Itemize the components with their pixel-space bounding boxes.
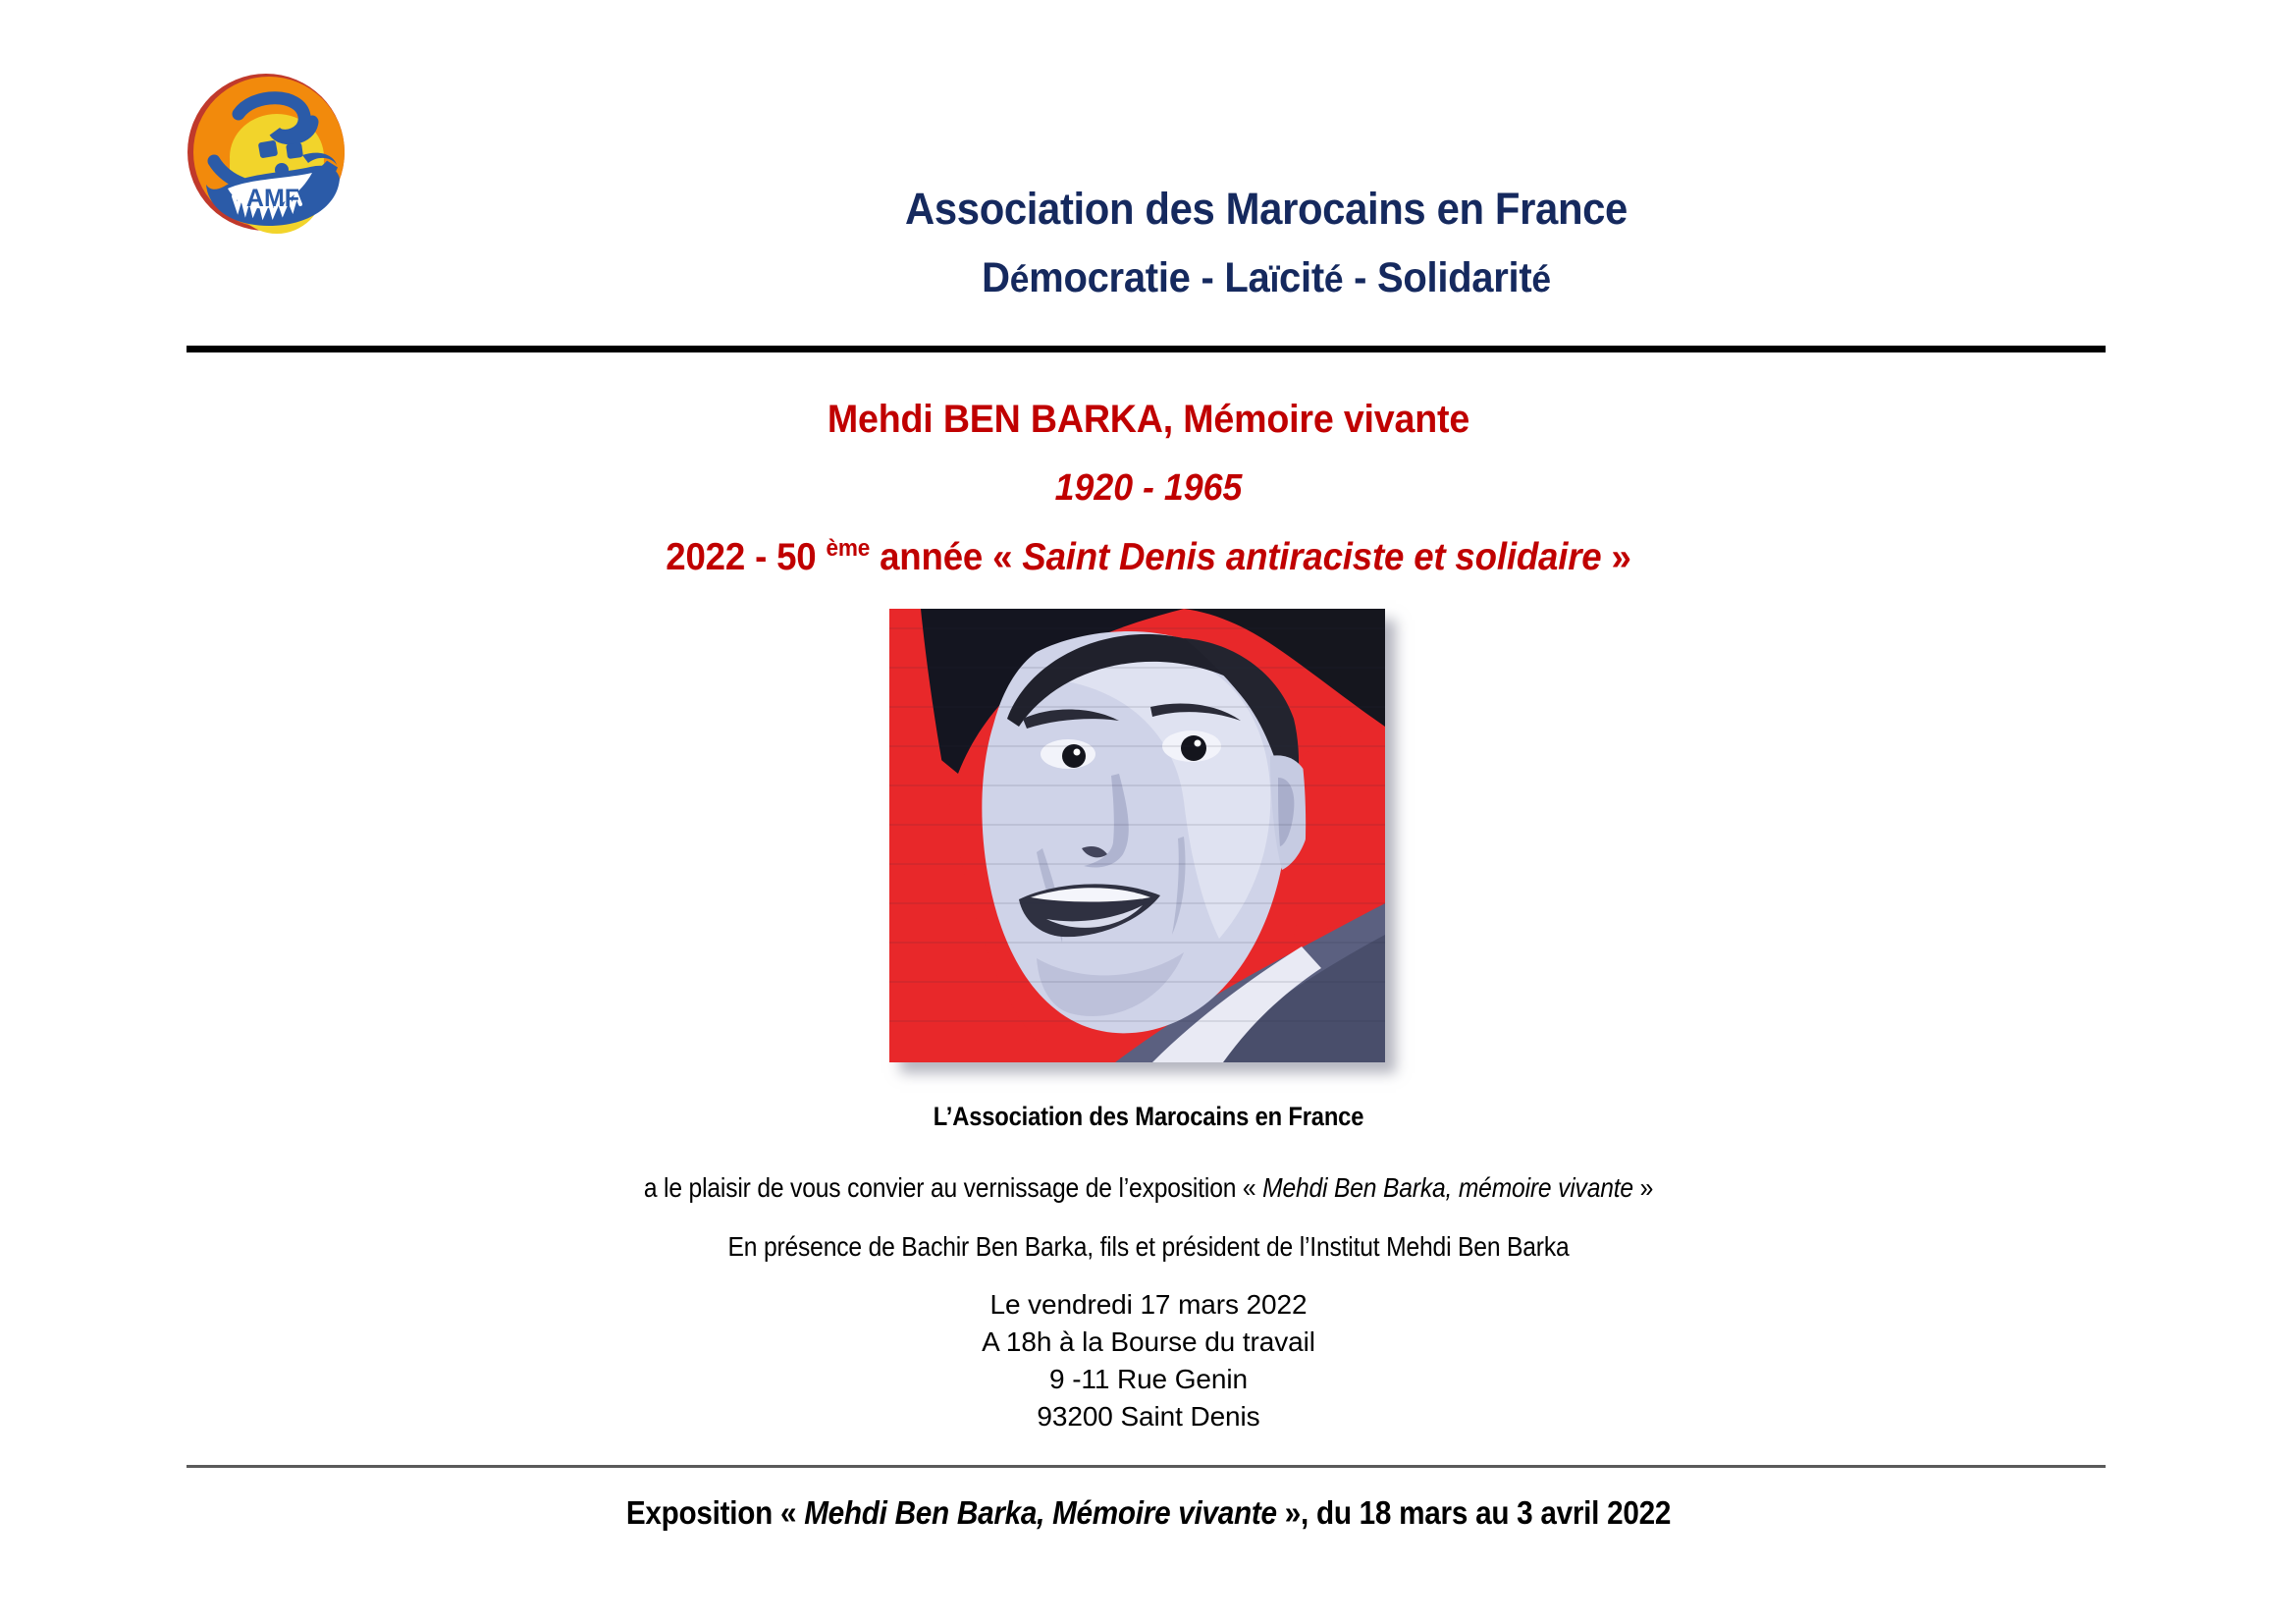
portrait-image [889,609,1385,1062]
anniversary-superscript: ème [826,535,871,562]
motto-sep-2: - [1343,253,1377,301]
title-block [226,398,2071,579]
motto-solidarit: Solidarit [1376,253,1532,301]
title-anniversary [281,535,2015,579]
event-details [226,1286,2071,1435]
invite-exhibition-title: Mehdi Ben Barka, mémoire vivante [1262,1172,1633,1203]
motto-sep-1: - [1201,253,1214,301]
amf-logo-text: AMF [245,185,300,212]
motto-mocratie: mocratie [1029,253,1201,301]
anniversary-prefix: 2022 - 50 [666,536,827,578]
amf-logo-icon [185,71,347,234]
title-main: Mehdi BEN BARKA, Mémoire vivante [827,398,1470,441]
motto-d: D [982,253,1010,301]
invite-prefix: a le plaisir de vous convier au vernissage de l’exposition « [643,1172,1263,1203]
motto-accent-1: é [1009,258,1030,300]
footer-prefix: Exposition « [625,1494,805,1531]
motto-cit: cit [1279,253,1324,301]
anniversary-middle: année « [870,536,1023,578]
footer-exhibition-title: Mehdi Ben Barka, Mémoire vivante [804,1494,1277,1531]
org-header [422,185,2110,301]
motto-accent-3: é [1323,258,1344,300]
motto-accent-2: ï [1269,258,1280,300]
invitation-line [337,1172,1960,1204]
exposition-footer [318,1494,1979,1532]
event-time-venue: A 18h à la Bourse du travail [982,1326,1315,1358]
event-date: Le vendredi 17 mars 2022 [989,1289,1308,1320]
org-name: Association des Marocains en France [905,184,1628,234]
motto-accent-4: é [1531,258,1551,300]
footer-suffix: », du 18 mars au 3 avril 2022 [1276,1494,1672,1531]
presence-line: En présence de Bachir Ben Barka, fils et président de l’Institut Mehdi Ben Barka [727,1231,1570,1262]
event-city: 93200 Saint Denis [1037,1401,1260,1433]
org-motto [481,255,2052,301]
portrait-mehdi-ben-barka [889,609,1385,1062]
title-years: 1920 - 1965 [1054,467,1243,509]
header-divider [187,346,2106,352]
association-line: L’Association des Marocains en France [933,1102,1364,1131]
event-street: 9 -11 Rue Genin [1049,1364,1248,1395]
amf-logo [185,71,347,234]
anniversary-suffix: » [1601,536,1631,578]
anniversary-quoted: Saint Denis antiraciste et solidaire [1022,536,1602,578]
footer-divider [187,1465,2106,1468]
motto-la: La [1213,253,1270,301]
invite-suffix: » [1632,1172,1654,1203]
